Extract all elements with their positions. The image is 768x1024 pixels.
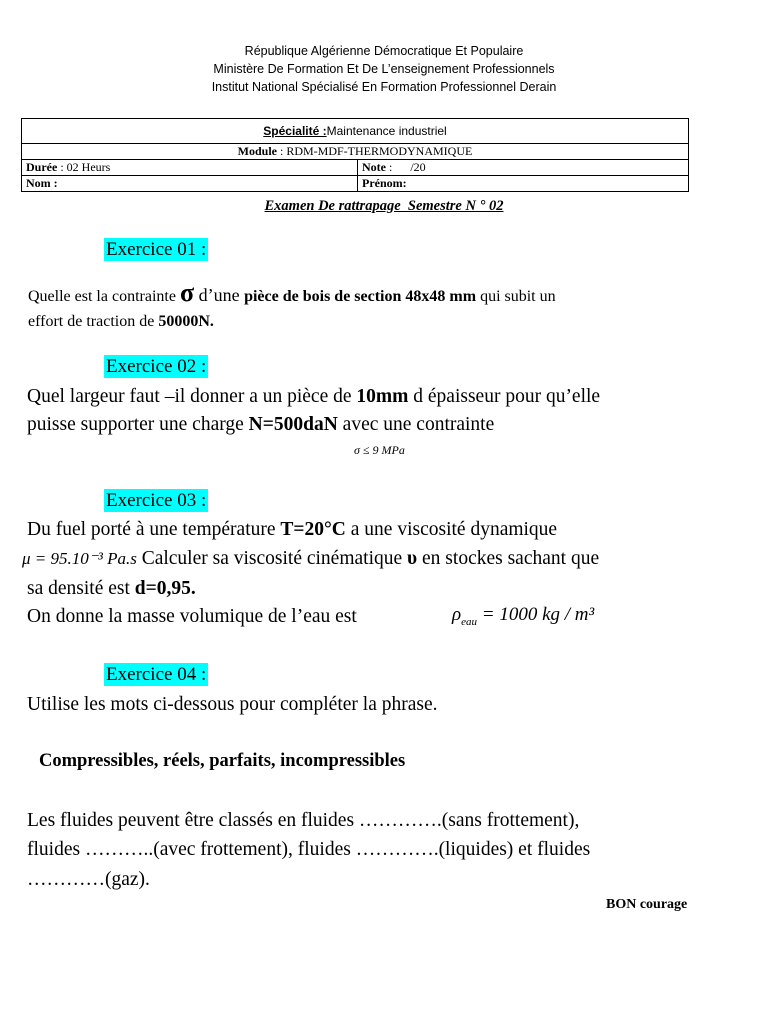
exercise-2-line-2 xyxy=(27,414,494,436)
exercise-3-title: Exercice 03 : xyxy=(106,490,207,511)
exercise-2-title-wrap xyxy=(104,356,208,378)
module-cell xyxy=(22,144,689,160)
ex1-text-4: qui subit un xyxy=(476,288,556,305)
ex1-text-3: pièce de bois de section 48x48 mm xyxy=(244,288,477,305)
specialite-value: Maintenance industriel xyxy=(326,123,447,138)
exercise-4-instruction: Utilise les mots ci-dessous pour compléter la phrase. xyxy=(27,694,438,715)
header-line-1: République Algérienne Démocratique Et Populaire xyxy=(244,44,524,58)
exercise-4-title: Exercice 04 : xyxy=(106,664,207,685)
exercise-4-para-line-2: fluides ………..(avec frottement), fluides ………….(liquides) et fluides xyxy=(27,839,591,860)
ex1-text-6: 50000N. xyxy=(158,313,214,330)
duree-label: Durée xyxy=(26,160,58,174)
ex1-text-2: d’une xyxy=(194,285,245,305)
stress-formula: σ ≤ 9 MPa xyxy=(354,443,405,457)
ex3-text-7: d=0,95. xyxy=(134,578,196,599)
exercise-3-line-3 xyxy=(27,578,196,600)
mu-formula: μ = 95.10⁻³ Pa.s xyxy=(22,549,137,568)
ex2-text-2: 10mm xyxy=(356,386,409,407)
nom-cell xyxy=(22,176,358,192)
exercise-1-line-1 xyxy=(28,278,556,308)
exercise-3-line-2 xyxy=(22,548,599,570)
nom-label: Nom : xyxy=(26,176,58,190)
exercise-1-line-2 xyxy=(28,313,214,331)
duree-cell xyxy=(22,160,358,176)
exercise-3-line-4 xyxy=(27,606,357,628)
ex3-text-2: T=20°C xyxy=(280,519,346,540)
exam-title: Examen De rattrapage Semestre N ° 02 xyxy=(264,198,504,214)
ex2-text-4: puisse supporter une charge xyxy=(27,414,249,435)
rho-formula xyxy=(452,604,594,628)
ex3-text-4: Calculer sa viscosité cinématique xyxy=(136,548,408,569)
ex1-text-1: Quelle est la contrainte xyxy=(28,288,180,305)
ex3-text-8: On donne la masse volumique de l’eau est xyxy=(27,606,357,627)
ex1-text-5: effort de traction de xyxy=(28,313,159,330)
specialite-cell xyxy=(22,119,689,144)
duree-value: : 02 Heurs xyxy=(57,160,111,174)
note-value: : /20 xyxy=(386,160,426,174)
exercise-4-title-wrap xyxy=(104,664,208,686)
note-label: Note xyxy=(362,160,386,174)
prenom-label: Prénom: xyxy=(362,176,407,190)
ex2-text-3: d épaisseur pour qu’elle xyxy=(408,386,601,407)
ex3-text-6: sa densité est xyxy=(27,578,135,599)
closing-text: BON courage xyxy=(606,897,688,912)
exercise-1-title: Exercice 01 : xyxy=(106,239,207,260)
note-cell xyxy=(358,160,689,176)
ex3-text-3: a une viscosité dynamique xyxy=(345,519,558,540)
ex2-text-6: avec une contrainte xyxy=(337,414,495,435)
rho-value: = 1000 kg / m³ xyxy=(477,604,595,625)
ex2-text-1: Quel largeur faut –il donner a un pièce de xyxy=(27,386,357,407)
ex2-text-5: N=500daN xyxy=(248,414,338,435)
module-value: : RDM-MDF-THERMODYNAMIQUE xyxy=(277,144,473,158)
exercise-3-title-wrap xyxy=(104,490,208,512)
prenom-cell xyxy=(358,176,689,192)
module-label: Module xyxy=(237,144,277,158)
header-line-3: Institut National Spécialisé En Formation Professionnel Derain xyxy=(211,80,557,94)
rho-symbol: ρ xyxy=(452,604,462,625)
sigma-symbol: σ xyxy=(179,278,195,307)
ex3-text-1: Du fuel porté à une température xyxy=(27,519,281,540)
exercise-4-para-line-1: Les fluides peuvent être classés en fluides ………….(sans frottement), xyxy=(27,810,580,831)
exercise-2-title: Exercice 02 : xyxy=(106,356,207,377)
exercise-4-para-line-3: …………(gaz). xyxy=(27,869,150,890)
rho-subscript: eau xyxy=(461,615,478,628)
ex3-text-5: en stockes sachant que xyxy=(417,548,600,569)
info-table xyxy=(21,118,689,192)
specialite-label: Spécialité : xyxy=(263,123,327,138)
exercise-1-title-wrap xyxy=(104,239,208,261)
exercise-3-line-1 xyxy=(27,519,557,541)
exercise-2-line-1 xyxy=(27,386,600,408)
word-list: Compressibles, réels, parfaits, incompressibles xyxy=(39,751,406,771)
upsilon-symbol: υ xyxy=(407,548,418,569)
header-line-2: Ministère De Formation Et De L’enseignement Professionnels xyxy=(213,62,555,76)
